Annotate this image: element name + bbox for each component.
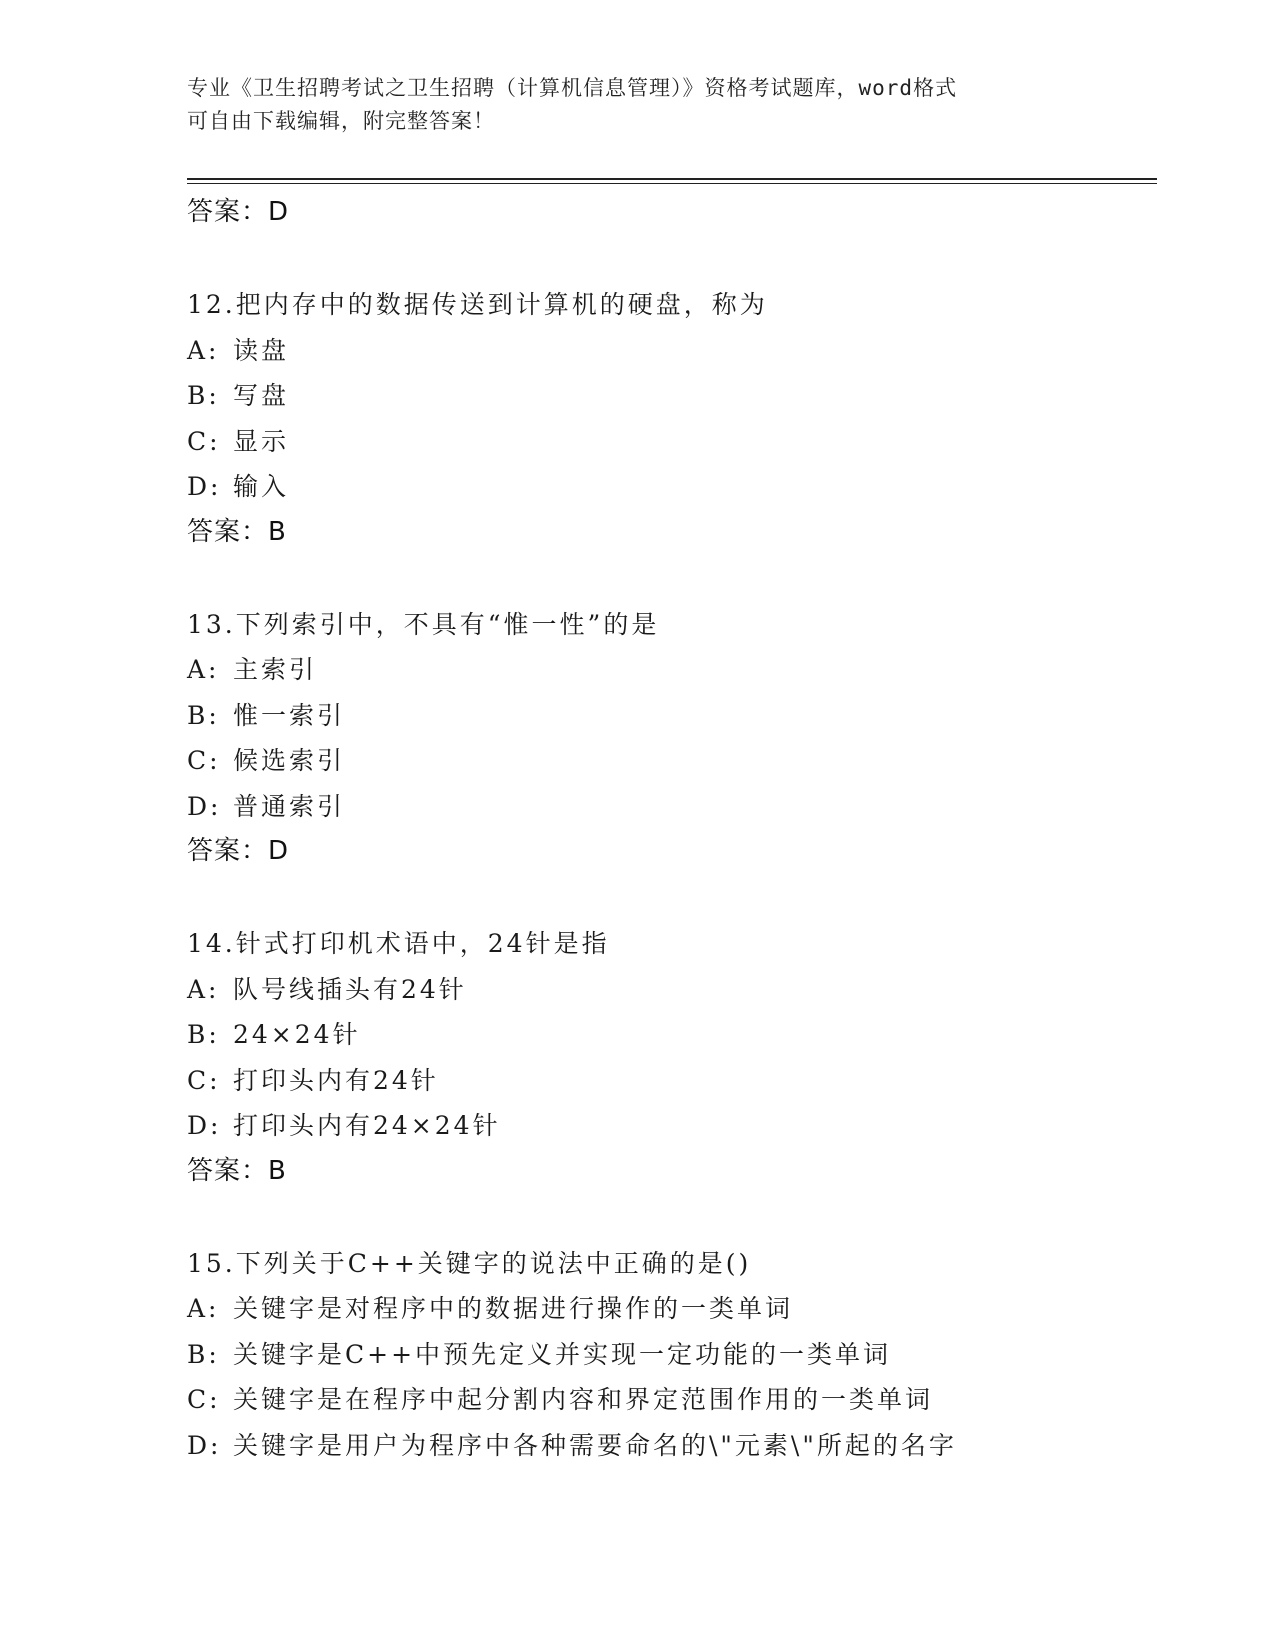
option-text: 队号线插头有24针: [233, 974, 467, 1004]
option-text: 关键字是在程序中起分割内容和界定范围作用的一类单词: [233, 1385, 934, 1414]
option-letter: B:: [187, 1020, 220, 1049]
option-a: [187, 1286, 1187, 1332]
document-header: [187, 72, 1087, 138]
option-b: [187, 1332, 1187, 1378]
header-rule-thin: [187, 183, 1157, 184]
option-letter: D:: [187, 472, 222, 501]
option-b: [187, 373, 1187, 419]
header-line-1: 专业《卫生招聘考试之卫生招聘（计算机信息管理）》资格考试题库，word格式: [187, 76, 958, 100]
option-letter: B:: [187, 700, 220, 730]
option-a: [187, 328, 1187, 374]
option-letter: A:: [187, 335, 220, 365]
option-d: [187, 1423, 1187, 1469]
question-13: [187, 602, 1187, 874]
header-line-2: 可自由下载编辑，附完整答案！: [187, 109, 495, 133]
option-d: [187, 1103, 1187, 1149]
option-text: 关键字是用户为程序中各种需要命名的\"元素\"所起的名字: [233, 1430, 957, 1460]
question-stem: 12.把内存中的数据传送到计算机的硬盘，称为: [187, 290, 768, 319]
option-letter: A:: [187, 655, 220, 684]
option-c: [187, 1058, 1187, 1104]
option-letter: D:: [187, 1111, 222, 1140]
question-stem: 15.下列关于C++关键字的说法中正确的是(): [187, 1248, 752, 1278]
option-letter: C:: [187, 1385, 221, 1414]
option-text: 主索引: [233, 655, 318, 684]
option-letter: C:: [187, 426, 221, 456]
option-text: 候选索引: [233, 746, 346, 775]
option-a: [187, 967, 1187, 1013]
answer-13: 答案：D: [187, 836, 290, 866]
option-letter: C:: [187, 746, 221, 775]
option-b: [187, 693, 1187, 739]
option-d: [187, 464, 1187, 510]
question-stem: 14.针式打印机术语中，24针是指: [187, 929, 610, 958]
option-text: 打印头内有24针: [233, 1065, 439, 1095]
option-text: 关键字是对程序中的数据进行操作的一类单词: [233, 1294, 794, 1323]
option-letter: B:: [187, 381, 220, 410]
option-text: 显示: [233, 426, 290, 456]
option-text: 读盘: [233, 335, 290, 365]
question-14: [187, 921, 1187, 1193]
option-letter: A:: [187, 1294, 220, 1323]
option-text: 普通索引: [233, 791, 346, 821]
answer-12: 答案：B: [187, 516, 287, 547]
question-15: [187, 1241, 1187, 1469]
option-d: [187, 784, 1187, 830]
answer-prev: 答案：D: [187, 197, 290, 227]
option-text: 24×24针: [233, 1020, 361, 1049]
option-letter: B:: [187, 1339, 220, 1369]
option-b: [187, 1012, 1187, 1058]
question-list: [187, 190, 1187, 1468]
option-text: 写盘: [233, 381, 290, 410]
option-letter: D:: [187, 791, 222, 821]
option-text: 关键字是C++中预先定义并实现一定功能的一类单词: [233, 1339, 892, 1369]
header-rule-thick: [187, 178, 1157, 180]
option-text: 打印头内有24×24针: [233, 1111, 501, 1140]
option-c: [187, 419, 1187, 465]
option-letter: A:: [187, 974, 220, 1004]
answer-14: 答案：B: [187, 1155, 287, 1186]
option-a: [187, 647, 1187, 693]
question-12: [187, 282, 1187, 554]
option-letter: C:: [187, 1065, 221, 1095]
option-c: [187, 1377, 1187, 1423]
option-c: [187, 738, 1187, 784]
question-stem: 13.下列索引中，不具有“惟一性”的是: [187, 609, 660, 639]
option-letter: D:: [187, 1430, 222, 1460]
option-text: 输入: [233, 472, 290, 501]
option-text: 惟一索引: [233, 700, 346, 730]
